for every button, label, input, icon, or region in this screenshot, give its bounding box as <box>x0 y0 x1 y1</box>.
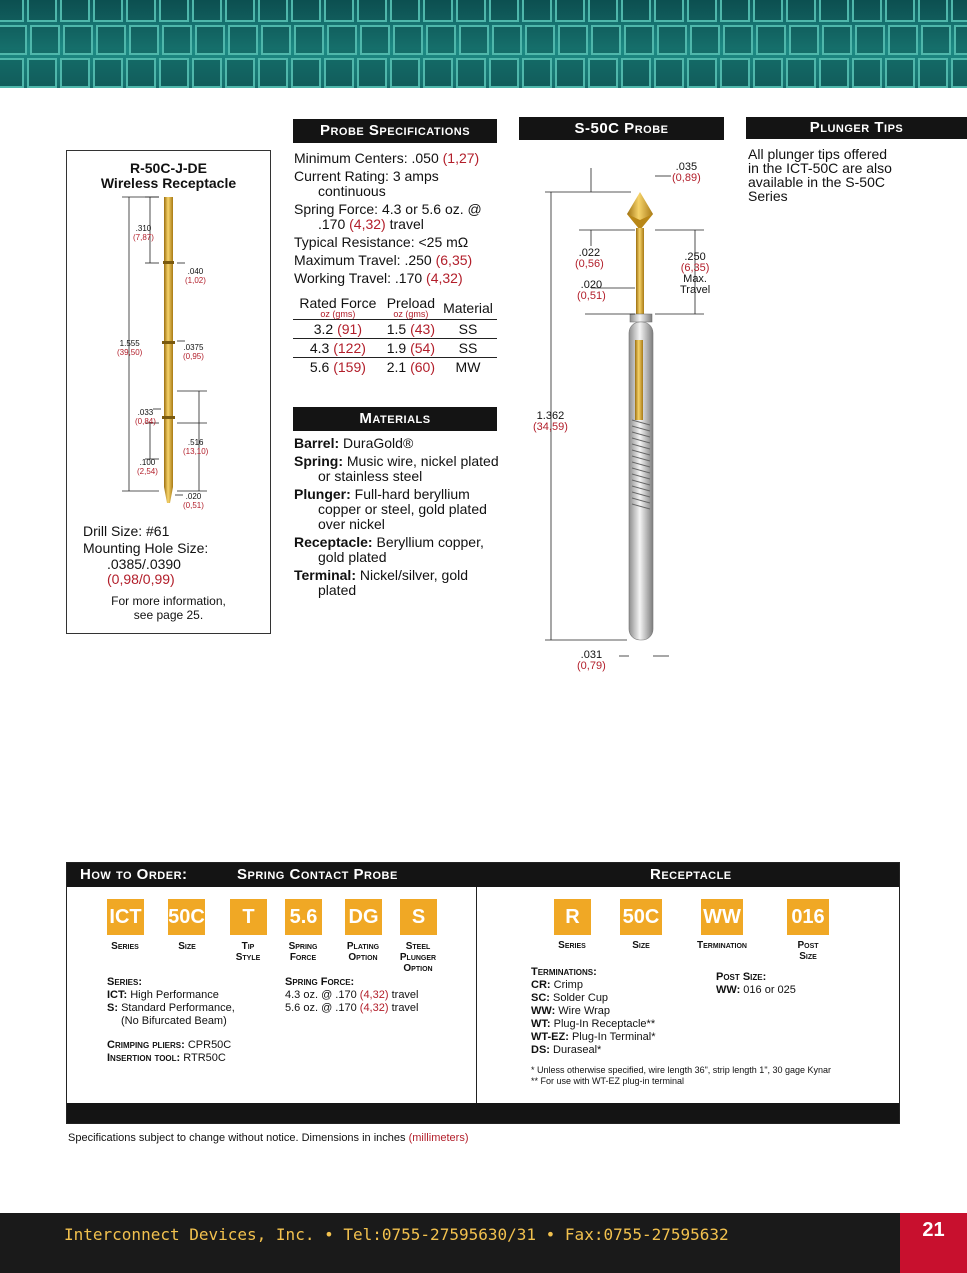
banner-tile <box>855 25 885 55</box>
rec-label-termination: Termination <box>697 940 747 951</box>
dim-1555: 1.555 (39,50) <box>117 339 143 357</box>
banner-tile <box>357 58 387 88</box>
label-size: Size <box>178 941 196 952</box>
banner-tile <box>159 0 189 22</box>
s50c-dim-022: .022 (0,56) <box>575 247 604 270</box>
banner-tile <box>822 25 852 55</box>
banner-tile <box>93 0 123 22</box>
table-row: 3.2 (91) 1.5 (43) SS <box>293 320 497 339</box>
banner-tile <box>588 58 618 88</box>
banner-tile <box>624 25 654 55</box>
spring-contact-probe-label: Spring Contact Probe <box>237 866 398 883</box>
banner-tile <box>720 0 750 22</box>
banner-tile <box>324 0 354 22</box>
col-preload: Preload oz (gms) <box>383 296 439 320</box>
plunger-tips-header: Plunger Tips <box>746 117 967 139</box>
banner-tile <box>621 58 651 88</box>
banner-tile <box>588 0 618 22</box>
banner-tile <box>720 58 750 88</box>
banner-tile <box>423 58 453 88</box>
materials-header: Materials <box>293 407 497 431</box>
banner-tile <box>225 0 255 22</box>
banner-tile <box>522 0 552 22</box>
banner-tile <box>951 58 967 88</box>
s50c-dim-035: .035 (0,89) <box>672 161 701 184</box>
dim-040: .040 (1,02) <box>185 267 206 285</box>
mounting-hole-label: Mounting Hole Size: <box>83 540 209 556</box>
banner-tile <box>918 58 948 88</box>
banner-tile <box>753 58 783 88</box>
banner-tile <box>228 25 258 55</box>
tools-info: Crimping pliers: CPR50C Insertion tool: RTR50C <box>107 1039 232 1064</box>
receptacle-subtitle: Wireless Receptacle <box>100 175 237 191</box>
banner-tile <box>555 0 585 22</box>
rec-label-size: Size <box>632 940 650 951</box>
table-row: 4.3 (122) 1.9 (54) SS <box>293 339 497 358</box>
banner-tile <box>423 0 453 22</box>
label-steel-plunger: Steel Plunger Option <box>399 941 437 974</box>
page-number: 21 <box>900 1213 967 1273</box>
banner-tile <box>522 58 552 88</box>
banner-tile <box>690 25 720 55</box>
dim-516: .516 (13,10) <box>183 438 209 456</box>
order-footer-bar <box>67 1103 899 1123</box>
banner-tile <box>393 25 423 55</box>
banner-tile <box>426 25 456 55</box>
banner-tile <box>96 25 126 55</box>
banner-tile <box>492 25 522 55</box>
banner-tile <box>489 58 519 88</box>
banner-tile <box>654 58 684 88</box>
banner-tile <box>390 58 420 88</box>
banner-tile <box>852 58 882 88</box>
materials-list: Barrel: DuraGold® Spring: Music wire, nickel plated or stainless steel Plunger: Full-hard beryllium copper or steel, gold plated over nickel Receptacle: Beryllium copper, gold plated Terminal: Nickel/silver, gold plated <box>294 435 499 598</box>
label-series: Series <box>111 941 139 952</box>
banner-tile <box>291 58 321 88</box>
banner-tile <box>291 0 321 22</box>
banner-tile <box>195 25 225 55</box>
banner-tile <box>888 25 918 55</box>
banner-tile <box>0 25 27 55</box>
banner-tile <box>0 58 24 88</box>
banner-tile <box>789 25 819 55</box>
banner-tile <box>390 0 420 22</box>
banner-tile <box>489 0 519 22</box>
dim-020: .020 (0,51) <box>183 492 204 510</box>
banner-tile <box>723 25 753 55</box>
code-size: 50C <box>168 899 205 935</box>
banner-tile <box>60 58 90 88</box>
banner-tile <box>93 58 123 88</box>
label-spring-force: Spring Force <box>288 941 318 963</box>
s50c-dim-250: .250 (6,35) Max. Travel <box>680 251 711 296</box>
banner-tile <box>192 58 222 88</box>
rec-code-size: 50C <box>620 899 662 935</box>
banner-tile <box>27 58 57 88</box>
banner-tile <box>0 0 24 22</box>
post-size-options: Post Size: WW: 016 or 025 <box>716 971 796 996</box>
label-plating-option: Plating Option <box>346 941 380 963</box>
banner-tile <box>459 25 489 55</box>
probe-specs-header: Probe Specifications <box>293 119 497 143</box>
banner-tile <box>192 0 222 22</box>
disclaimer: Specifications subject to change without notice. Dimensions in inches (millimeters) <box>68 1132 469 1144</box>
banner-tile <box>456 0 486 22</box>
banner-tile <box>30 25 60 55</box>
banner-tile <box>951 0 967 22</box>
receptacle-box <box>66 150 271 634</box>
banner-tile <box>657 25 687 55</box>
label-tip-style: Tip Style <box>235 941 261 963</box>
dim-033: .033 (0,84) <box>135 408 156 426</box>
banner-tile <box>687 58 717 88</box>
banner-tile <box>954 25 967 55</box>
force-table <box>293 296 497 376</box>
banner-tile <box>294 25 324 55</box>
banner-tile <box>885 0 915 22</box>
banner-tile <box>261 25 291 55</box>
rec-label-series: Series <box>558 940 586 951</box>
banner-tile <box>819 0 849 22</box>
termination-options: Terminations: CR: Crimp SC: Solder Cup WW: Wire Wrap WT: Plug-In Receptacle** WT-EZ: Plug-In Terminal* DS: Duraseal* <box>531 966 656 1056</box>
receptacle-drawing <box>67 191 270 511</box>
dim-100: .100 (2,54) <box>137 458 158 476</box>
banner-tile <box>129 25 159 55</box>
banner-tile <box>555 58 585 88</box>
how-to-order-panel <box>66 862 900 1124</box>
s50c-header: S-50C Probe <box>519 117 724 140</box>
order-header-bar <box>67 863 899 887</box>
banner-tile <box>786 58 816 88</box>
spring-force-options: Spring Force: 4.3 oz. @ .170 (4,32) travel 5.6 oz. @ .170 (4,32) travel <box>285 976 419 1014</box>
s50c-dim-1362: 1.362 (34,59) <box>533 410 568 433</box>
code-steel-plunger: S <box>400 899 437 935</box>
code-spring-force: 5.6 <box>285 899 322 935</box>
banner-tile <box>126 0 156 22</box>
banner-tile <box>819 58 849 88</box>
how-to-order-label: How to Order: <box>80 866 188 883</box>
col-material: Material <box>439 296 497 320</box>
mounting-hole-value: .0385/.0390 <box>107 556 181 572</box>
receptacle-label: Receptacle <box>650 866 732 883</box>
code-plating-option: DG <box>345 899 382 935</box>
banner-tile <box>654 0 684 22</box>
s50c-dim-031: .031 (0,79) <box>577 649 606 672</box>
rec-code-termination: WW <box>701 899 743 935</box>
banner-tile <box>357 0 387 22</box>
banner-tile <box>756 25 786 55</box>
table-row: 5.6 (159) 2.1 (60) MW <box>293 358 497 377</box>
banner-tile <box>687 0 717 22</box>
footer-contact: Interconnect Devices, Inc. • Tel:0755-27595630/31 • Fax:0755-27595632 <box>64 1225 729 1244</box>
banner-tile <box>885 58 915 88</box>
more-info-line2: see page 25. <box>133 608 204 622</box>
banner-tile <box>852 0 882 22</box>
banner-tile <box>258 0 288 22</box>
banner-tile <box>27 0 57 22</box>
banner-tile <box>360 25 390 55</box>
mounting-hole-mm: (0,98/0,99) <box>107 571 175 587</box>
rec-code-post-size: 016 <box>787 899 829 935</box>
banner-tile <box>126 58 156 88</box>
series-options: Series: ICT: High Performance S: Standard Performance, (No Bifurcated Beam) <box>107 976 235 1027</box>
banner-tile <box>525 25 555 55</box>
code-series: ICT <box>107 899 144 935</box>
dim-310: .310 (7,87) <box>133 224 154 242</box>
code-tip-style: T <box>230 899 267 935</box>
drill-size: Drill Size: #61 <box>83 523 170 539</box>
banner-tile <box>324 58 354 88</box>
col-rated-force: Rated Force oz (gms) <box>293 296 383 320</box>
banner-tile <box>786 0 816 22</box>
banner-tile <box>162 25 192 55</box>
banner-tile <box>921 25 951 55</box>
banner-tile <box>753 0 783 22</box>
order-notes: * Unless otherwise specified, wire length 36", strip length 1", 30 gage Kynar ** For use with WT-EZ plug-in terminal <box>531 1065 832 1086</box>
banner-tile <box>63 25 93 55</box>
banner-tile <box>558 25 588 55</box>
banner-tile <box>621 0 651 22</box>
banner-tile <box>456 58 486 88</box>
rec-label-post-size: Post Size <box>797 940 819 962</box>
dim-0375: .0375 (0,95) <box>183 343 204 361</box>
banner-tile <box>918 0 948 22</box>
s50c-dim-020: .020 (0,51) <box>577 279 606 302</box>
receptacle-title: R-50C-J-DE <box>129 160 207 176</box>
footer-bar <box>0 1213 900 1273</box>
order-divider <box>476 887 477 1103</box>
header-banner <box>0 0 967 88</box>
banner-tile <box>225 58 255 88</box>
more-info-line1: For more information, <box>111 594 226 608</box>
banner-tile <box>159 58 189 88</box>
probe-specs-list: Minimum Centers: .050 (1,27) Current Rating: 3 amps continuous Spring Force: 4.3 or 5.6 oz. @ .170 (4,32) travel Typical Resistance: <25 mΩ Maximum Travel: .250 (6,35) Working Travel: .170 (4,32) <box>294 150 482 286</box>
rec-code-series: R <box>554 899 591 935</box>
banner-tile <box>327 25 357 55</box>
plunger-tips-text: All plunger tips offered in the ICT-50C are also available in the S-50C Series <box>748 146 892 204</box>
banner-tile <box>60 0 90 22</box>
banner-tile <box>591 25 621 55</box>
banner-tile <box>258 58 288 88</box>
